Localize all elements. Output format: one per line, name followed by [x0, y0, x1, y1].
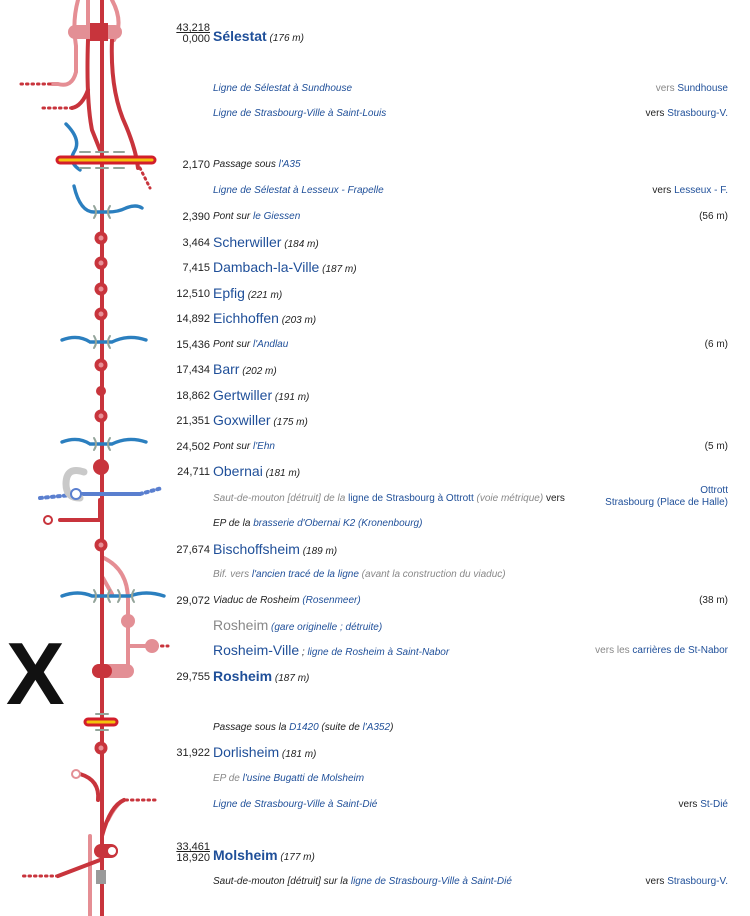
row-giessen: 2,390 Pont sur le Giessen (56 m)	[182, 211, 728, 223]
station-name[interactable]: Dorlisheim	[213, 744, 280, 760]
row-barr: 17,434 Barr (202 m)	[176, 361, 277, 377]
row-eichhoffen: 14,892 Eichhoffen (203 m)	[176, 310, 317, 326]
direction-link[interactable]: Strasbourg (Place de Halle)	[605, 497, 728, 508]
row-d1420: Passage sous la D1420 (suite de l'A352)	[213, 722, 394, 733]
row-andlau: 15,436 Pont sur l'Andlau (6 m)	[176, 339, 728, 351]
ottrott-metre-dots-e	[140, 488, 162, 494]
station-name[interactable]: Sélestat	[213, 28, 267, 44]
row-a35: 2,170 Passage sous l'A35	[182, 159, 301, 171]
row-dambach: 7,415 Dambach-la-Ville (187 m)	[182, 259, 357, 275]
direction-link[interactable]: carrières de St-Nabor	[632, 645, 728, 656]
row-dorlisheim: 31,922 Dorlisheim (181 m)	[176, 744, 317, 760]
road-link[interactable]: D1420	[289, 722, 319, 733]
row-obernai: 24,711 Obernai (181 m)	[177, 463, 301, 479]
row-line-stdie: Ligne de Strasbourg-Ville à Saint-Dié vers St-Dié	[213, 799, 728, 810]
ottrott-link	[60, 500, 100, 520]
branch-link[interactable]: l'ancien tracé de la ligne	[251, 569, 359, 580]
ep-bugatti-marker	[72, 770, 80, 778]
direction-link[interactable]: Ottrott	[700, 485, 728, 496]
halt-marker	[96, 386, 106, 396]
line-link[interactable]: ligne de Strasbourg-Ville à Saint-Dié	[350, 876, 512, 887]
station-name[interactable]: Rosheim	[213, 668, 273, 684]
direction-link[interactable]: Strasbourg-V.	[667, 876, 728, 887]
stdie-track	[102, 800, 124, 836]
stlouis-track	[88, 40, 101, 150]
ottrott-saut-marker	[71, 489, 81, 499]
station-name[interactable]: Gertwiller	[213, 387, 273, 403]
station-altitude: (176 m)	[269, 33, 304, 44]
row-saut-ottrott: Saut-de-mouton [détruit] de la ligne de Strasbourg à Ottrott (voie métrique) vers Ottrott Strasbourg (Place de Halle)	[213, 485, 728, 508]
row-line-sundhouse: Ligne de Sélestat à Sundhouse vers Sundhouse	[213, 83, 728, 94]
row-bif-ancien: Bif. vers l'ancien tracé de la ligne (avant la construction du viaduc)	[213, 569, 506, 580]
road-link[interactable]: l'A35	[278, 159, 301, 170]
line-diagram	[0, 0, 170, 916]
row-rosheim: 29,755 Rosheim (187 m)	[176, 668, 310, 684]
line-link[interactable]: Ligne de Sélestat à Sundhouse	[213, 83, 352, 94]
station-name[interactable]: Eichhoffen	[213, 310, 279, 326]
rosheim-nabor-track	[104, 558, 128, 670]
direction-link[interactable]: Sundhouse	[677, 83, 728, 94]
molsheim-strasbourg-track	[58, 860, 100, 876]
row-ehn: 24,502 Pont sur l'Ehn (5 m)	[176, 441, 728, 453]
row-goxwiller: 21,351 Goxwiller (175 m)	[176, 412, 308, 428]
river-link[interactable]: (Rosenmeer)	[302, 595, 361, 606]
row-bischoffsheim: 27,674 Bischoffsheim (189 m)	[176, 541, 338, 557]
direction-link[interactable]: Lesseux - F.	[674, 185, 728, 196]
row-line-stlouis: Ligne de Strasbourg-Ville à Saint-Louis vers Strasbourg-V.	[213, 108, 728, 119]
row-rosheim-original: Rosheim (gare originelle ; détruite)	[213, 617, 383, 633]
line-link[interactable]: Ligne de Strasbourg-Ville à Saint-Louis	[213, 108, 387, 119]
station-name[interactable]: Epfig	[213, 285, 245, 301]
direction-link[interactable]: Strasbourg-V.	[667, 108, 728, 119]
ancien-trace-track	[103, 578, 112, 594]
station-km: 43,218 0,000	[176, 22, 210, 45]
line-link[interactable]: Ligne de Sélestat à Lesseux - Frapelle	[213, 185, 384, 196]
station-name[interactable]: Scherwiller	[213, 234, 282, 250]
station-name[interactable]: Bischoffsheim	[213, 541, 300, 557]
row-selestat	[170, 24, 750, 50]
row-rosheim-ville: Rosheim-Ville ; ligne de Rosheim à Saint-Nabor vers les carrières de St-Nabor	[213, 642, 728, 658]
river-link[interactable]: le Giessen	[253, 211, 301, 222]
lesseux-continuation	[140, 168, 150, 188]
branch-link[interactable]: l'usine Bugatti de Molsheim	[242, 773, 365, 784]
row-line-lesseux: Ligne de Sélestat à Lesseux - Frapelle vers Lesseux - F.	[213, 185, 728, 196]
station-name[interactable]: Obernai	[213, 463, 263, 479]
ep-obernai-marker	[44, 516, 52, 524]
row-saut-stdie: Saut-de-mouton [détruit] sur la ligne de Strasbourg-Ville à Saint-Dié vers Strasbourg-V.	[213, 876, 728, 887]
line-link[interactable]: Ligne de Strasbourg-Ville à Saint-Dié	[213, 799, 378, 810]
station-name[interactable]: Dambach-la-Ville	[213, 259, 320, 275]
row-ep-bugatti: EP de l'usine Bugatti de Molsheim	[213, 773, 365, 784]
line-link[interactable]: ligne de Rosheim à Saint-Nabor	[307, 647, 450, 658]
road-link[interactable]: l'A352	[362, 722, 391, 733]
station-name[interactable]: Molsheim	[213, 847, 278, 863]
row-molsheim: 33,461 18,920 Molsheim (177 m)	[176, 841, 315, 864]
river-link[interactable]: l'Ehn	[253, 441, 275, 452]
station-name[interactable]: Rosheim	[213, 617, 269, 633]
rosheim-original-marker	[121, 614, 135, 628]
stlouis-branch	[72, 90, 88, 108]
obernai-station-marker	[93, 459, 109, 475]
direction-link[interactable]: St-Dié	[700, 799, 728, 810]
row-gertwiller: 18,862 Gertwiller (191 m)	[176, 387, 310, 403]
annotation-x-mark: X	[6, 624, 65, 723]
station-name[interactable]: Goxwiller	[213, 412, 271, 428]
branch-link[interactable]: brasserie d'Obernai K2 (Kronenbourg)	[253, 518, 423, 529]
row-ep-obernai: EP de la brasserie d'Obernai K2 (Kronenbourg)	[213, 518, 423, 529]
row-viaduc: 29,072 Viaduc de Rosheim (Rosenmeer) (38 m)	[176, 595, 728, 607]
lesseux-main-track	[112, 40, 138, 168]
station-name[interactable]: Barr	[213, 361, 240, 377]
station-name[interactable]: Rosheim-Ville	[213, 642, 300, 658]
row-scherwiller: 3,464 Scherwiller (184 m)	[182, 234, 319, 250]
line-link[interactable]: ligne de Strasbourg à Ottrott	[348, 493, 474, 504]
river-link[interactable]: l'Andlau	[253, 339, 289, 350]
bugatti-track	[80, 774, 98, 800]
row-epfig: 12,510 Epfig (221 m)	[176, 285, 283, 301]
sundhouse-track	[52, 0, 78, 85]
